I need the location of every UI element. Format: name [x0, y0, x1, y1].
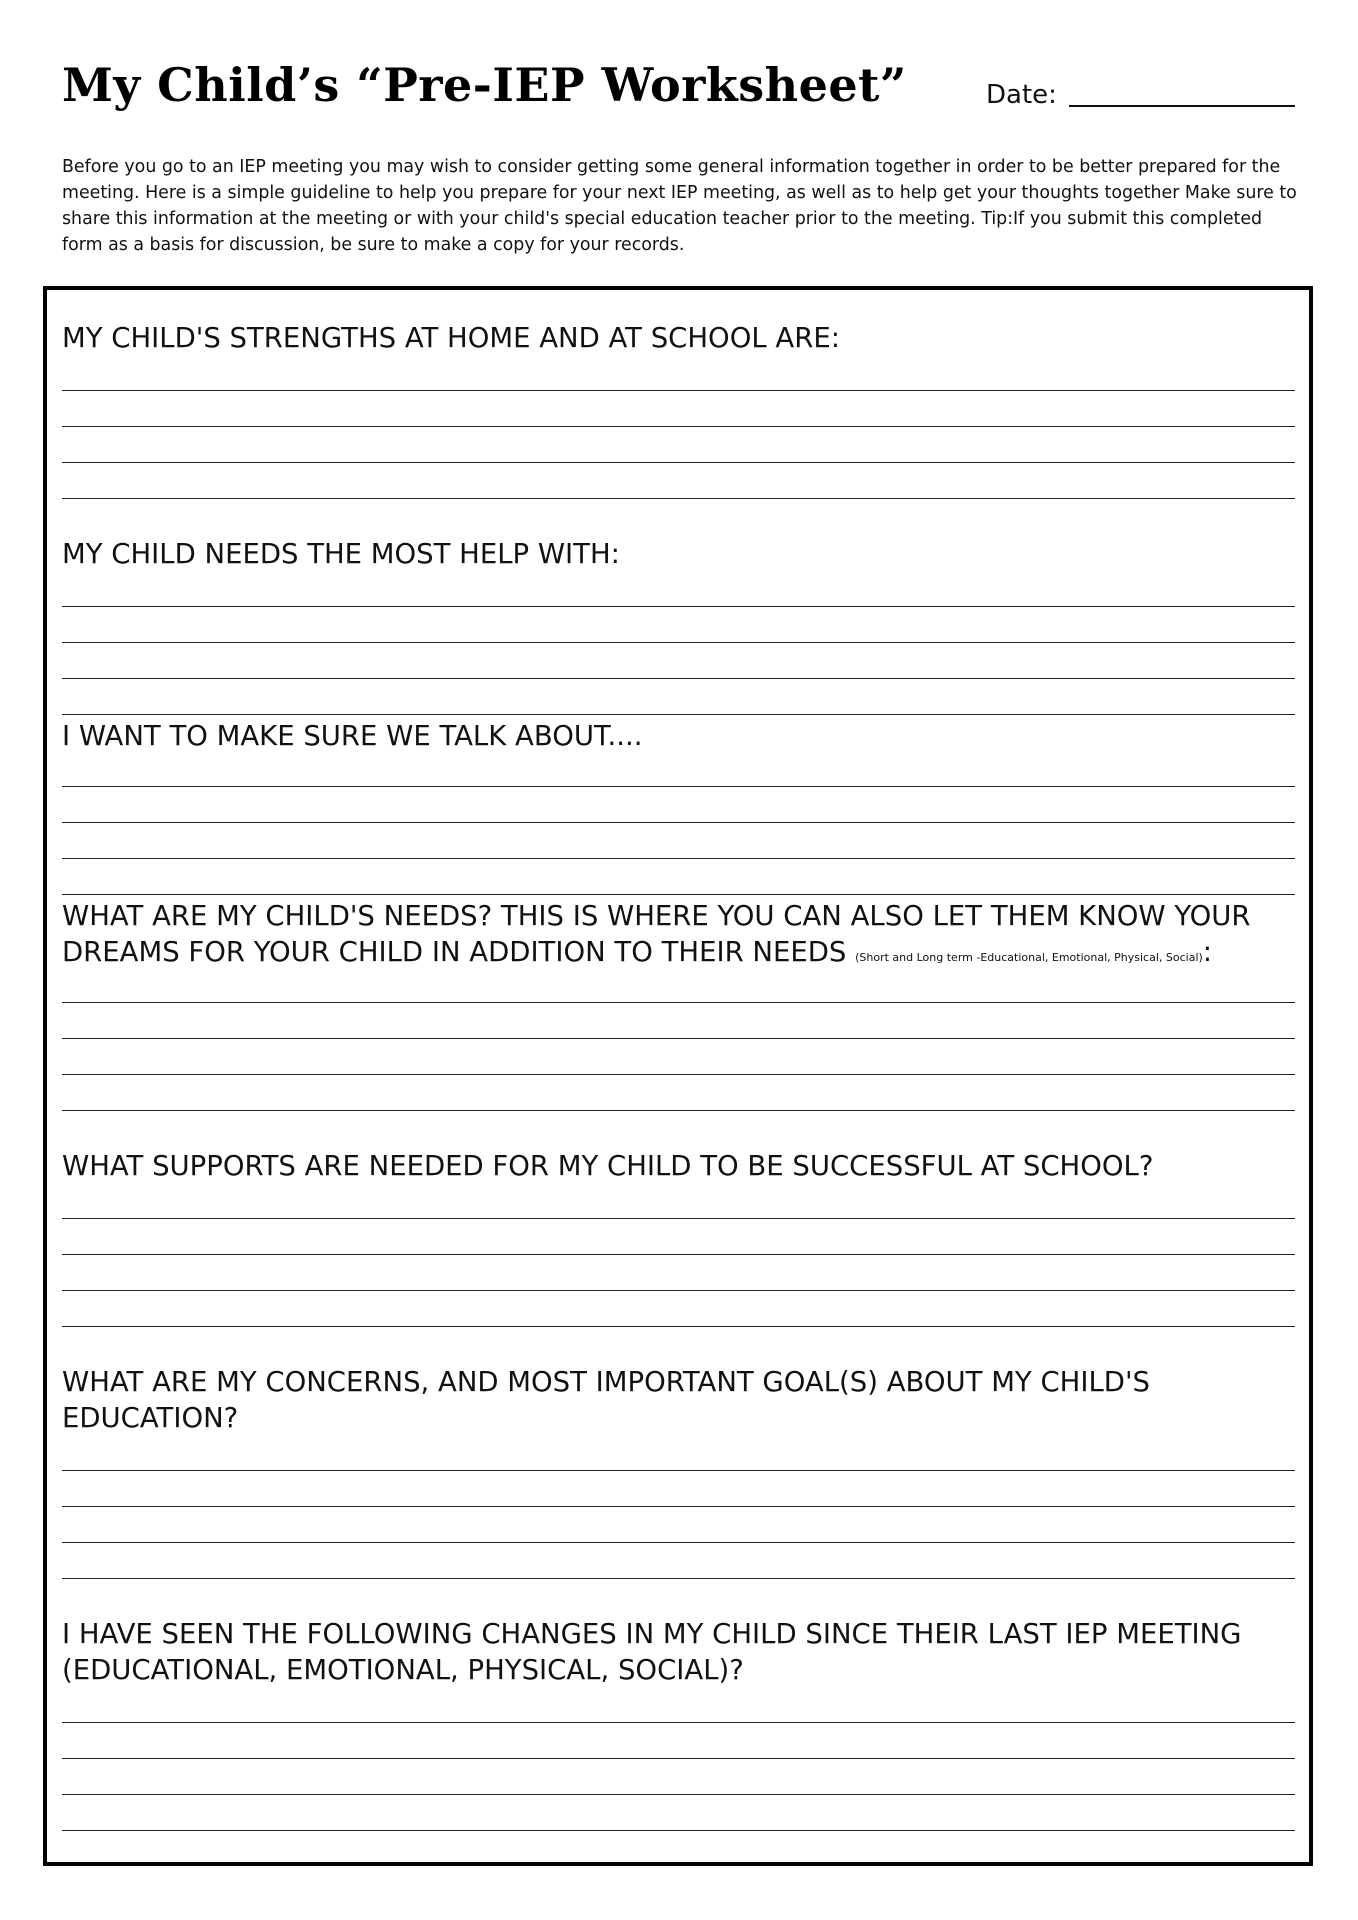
- question-talk-about: I WANT TO MAKE SURE WE TALK ABOUT....: [62, 720, 643, 752]
- answer-line[interactable]: [62, 1794, 1295, 1795]
- question-supports: WHAT SUPPORTS ARE NEEDED FOR MY CHILD TO BE SUCCESSFUL AT SCHOOL?: [62, 1150, 1154, 1182]
- question-child-needs-colon: :: [1202, 936, 1213, 968]
- answer-line[interactable]: [62, 606, 1295, 607]
- answer-line[interactable]: [62, 1722, 1295, 1723]
- question-child-needs: [62, 898, 1302, 970]
- answer-line[interactable]: [62, 1326, 1295, 1327]
- answer-line[interactable]: [62, 1290, 1295, 1291]
- answer-line[interactable]: [62, 1506, 1295, 1507]
- answer-line[interactable]: [62, 822, 1295, 823]
- question-child-needs-note: (Short and Long term -Educational, Emotional, Physical, Social): [855, 951, 1203, 964]
- answer-line[interactable]: [62, 714, 1295, 715]
- question-changes: I HAVE SEEN THE FOLLOWING CHANGES IN MY CHILD SINCE THEIR LAST IEP MEETING (EDUCATIONAL, EMOTIONAL, PHYSICAL, SOCIAL)?: [62, 1618, 1242, 1686]
- question-child-needs-text: WHAT ARE MY CHILD'S NEEDS? THIS IS WHERE YOU CAN ALSO LET THEM KNOW YOUR DREAMS FOR YOUR CHILD IN ADDITION TO THEIR NEEDS: [62, 900, 1251, 968]
- answer-line[interactable]: [62, 1002, 1295, 1003]
- answer-line[interactable]: [62, 1038, 1295, 1039]
- date-label: Date:: [986, 80, 1057, 110]
- answer-line[interactable]: [62, 1470, 1295, 1471]
- date-field[interactable]: [986, 76, 1295, 110]
- answer-line[interactable]: [62, 1830, 1295, 1831]
- question-strengths: MY CHILD'S STRENGTHS AT HOME AND AT SCHOOL ARE:: [62, 322, 840, 354]
- question-concerns-goals: WHAT ARE MY CONCERNS, AND MOST IMPORTANT GOAL(S) ABOUT MY CHILD'S EDUCATION?: [62, 1366, 1150, 1434]
- answer-line[interactable]: [62, 1218, 1295, 1219]
- answer-line[interactable]: [62, 1074, 1295, 1075]
- answer-line[interactable]: [62, 858, 1295, 859]
- answer-line[interactable]: [62, 1542, 1295, 1543]
- answer-line[interactable]: [62, 426, 1295, 427]
- answer-line[interactable]: [62, 462, 1295, 463]
- date-input-line[interactable]: [1069, 105, 1295, 107]
- answer-line[interactable]: [62, 498, 1295, 499]
- answer-line[interactable]: [62, 1254, 1295, 1255]
- intro-paragraph: Before you go to an IEP meeting you may wish to consider getting some general information together in order to be better prepared for the meeting. Here is a simple guideline to help you prepare for your next IEP meeting, as well as to help get your thoughts together Make sure to share this information at the meeting or with your child's special education teacher prior to the meeting. Tip:If you submit this completed form as a basis for discussion, be sure to make a copy for your records.: [62, 157, 1297, 255]
- answer-line[interactable]: [62, 786, 1295, 787]
- answer-line[interactable]: [62, 390, 1295, 391]
- question-most-help: MY CHILD NEEDS THE MOST HELP WITH:: [62, 538, 620, 570]
- answer-line[interactable]: [62, 1110, 1295, 1111]
- answer-line[interactable]: [62, 1758, 1295, 1759]
- answer-line[interactable]: [62, 678, 1295, 679]
- worksheet-title: My Child’s “Pre-IEP Worksheet”: [62, 58, 907, 112]
- answer-line[interactable]: [62, 894, 1295, 895]
- answer-line[interactable]: [62, 642, 1295, 643]
- answer-line[interactable]: [62, 1578, 1295, 1579]
